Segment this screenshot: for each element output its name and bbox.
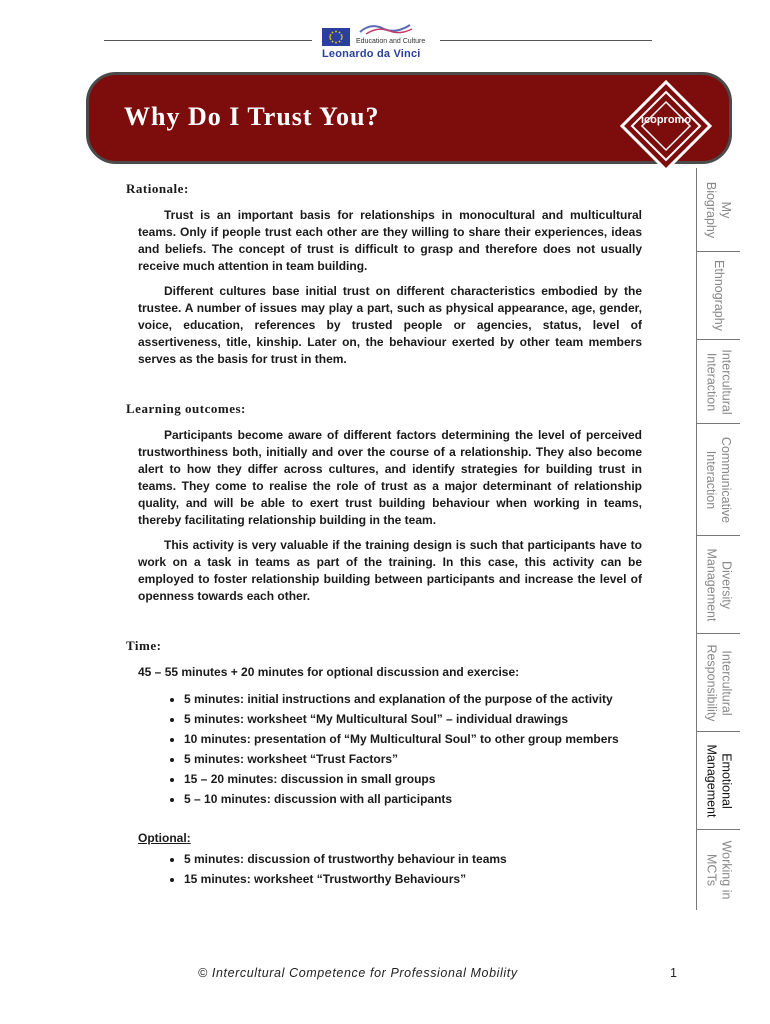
program-small-label: Education and Culture: [356, 38, 426, 45]
tab-emotional-management[interactable]: [696, 732, 740, 830]
header-line-left: [104, 40, 312, 41]
rationale-paragraph-2: Different cultures base initial trust on different characteristics embodied by the trustee. A number of issues may play a part, such as physical appearance, age, gender, voice, education, references by trusted people or agencies, status, level of assertiveness, title, kinship. Later on, the behaviour exerted by other team members serves as the basis for trust in them.: [138, 284, 642, 366]
rationale-paragraph-1: Trust is an important basis for relationships in monocultural and multicultural teams. Only if people trust each other are they willing to share their experiences, ideas and beliefs. The concept of trust is difficult to grasp and therefore does not usually receive much attention in team building.: [138, 208, 642, 273]
eu-flag-icon: [322, 28, 350, 46]
tab-intercultural-interaction[interactable]: [696, 340, 740, 424]
education-culture-logo-icon: [356, 20, 416, 38]
time-heading: Time:: [126, 638, 162, 653]
tab-diversity-management[interactable]: [696, 536, 740, 634]
main-content: [126, 180, 642, 891]
list-item: • 5 – 10 minutes: discussion with all participants: [184, 791, 642, 808]
list-item: • 15 minutes: worksheet “Trustworthy Behaviours”: [184, 871, 642, 888]
list-item: • 5 minutes: worksheet “My Multicultural Soul” – individual drawings: [184, 711, 642, 728]
section-tabs: [696, 168, 740, 910]
optional-list: [138, 851, 642, 888]
icopromo-logo-text: icopromo: [640, 114, 692, 126]
optional-label: Optional: [138, 831, 187, 845]
outcomes-paragraph-2: This activity is very valuable if the training design is such that participants have to work on a task in teams as part of the training. In this case, this activity can be employed to foster relationship building between participants and increase the level of openness towards each other.: [138, 538, 642, 603]
list-item: • 10 minutes: presentation of “My Multicultural Soul” to other group members: [184, 731, 642, 748]
outcomes-paragraph-1: Participants become aware of different factors determining the level of perceived trustworthiness both, initially and over the course of a relationship. They also become alert to how they differ across cultures, and identify strategies for building trust in teams. They come to realise the role of trust as a major determinant of relationship quality, and will be able to exert trust building behaviour when working in teams, thereby facilitating relationship building in the team.: [138, 428, 642, 527]
list-item: • 5 minutes: initial instructions and explanation of the purpose of the activity: [184, 691, 642, 708]
page-number: 1: [670, 966, 677, 980]
footer-copyright: © Intercultural Competence for Professional Mobility: [198, 966, 518, 980]
list-item: • 5 minutes: worksheet “Trust Factors”: [184, 751, 642, 768]
tab-label: My Biography: [704, 181, 734, 238]
tab-working-in-mcts[interactable]: [696, 830, 740, 910]
tab-label: Intercultural Responsibility: [704, 643, 734, 722]
time-summary: 45 – 55 minutes + 20 minutes for optional discussion and exercise:: [138, 665, 520, 679]
tab-label: Intercultural Interaction: [704, 348, 734, 415]
program-name: Leonardo da Vinci: [322, 48, 421, 60]
outcomes-heading: Learning outcomes:: [126, 401, 246, 416]
tab-label: Ethnography: [712, 260, 727, 331]
list-item: • 15 – 20 minutes: discussion in small groups: [184, 771, 642, 788]
rationale-heading: Rationale:: [126, 181, 189, 196]
page-title: Why Do I Trust You?: [124, 102, 380, 131]
tab-intercultural-responsibility[interactable]: [696, 634, 740, 732]
tab-my-biography[interactable]: [696, 168, 740, 252]
list-item: • 5 minutes: discussion of trustworthy behaviour in teams: [184, 851, 642, 868]
tab-label: Working in MCTs: [704, 840, 734, 900]
header-line-right: [440, 40, 652, 41]
icopromo-logo-icon: [618, 78, 714, 174]
tab-ethnography[interactable]: [696, 252, 740, 340]
tab-label: Emotional Management: [704, 744, 734, 817]
time-list: [138, 691, 642, 808]
tab-label: Diversity Management: [704, 548, 734, 621]
tab-communicative-interaction[interactable]: [696, 424, 740, 536]
optional-heading: Optional:: [138, 831, 191, 845]
tab-label: Communicative Interaction: [704, 436, 734, 523]
